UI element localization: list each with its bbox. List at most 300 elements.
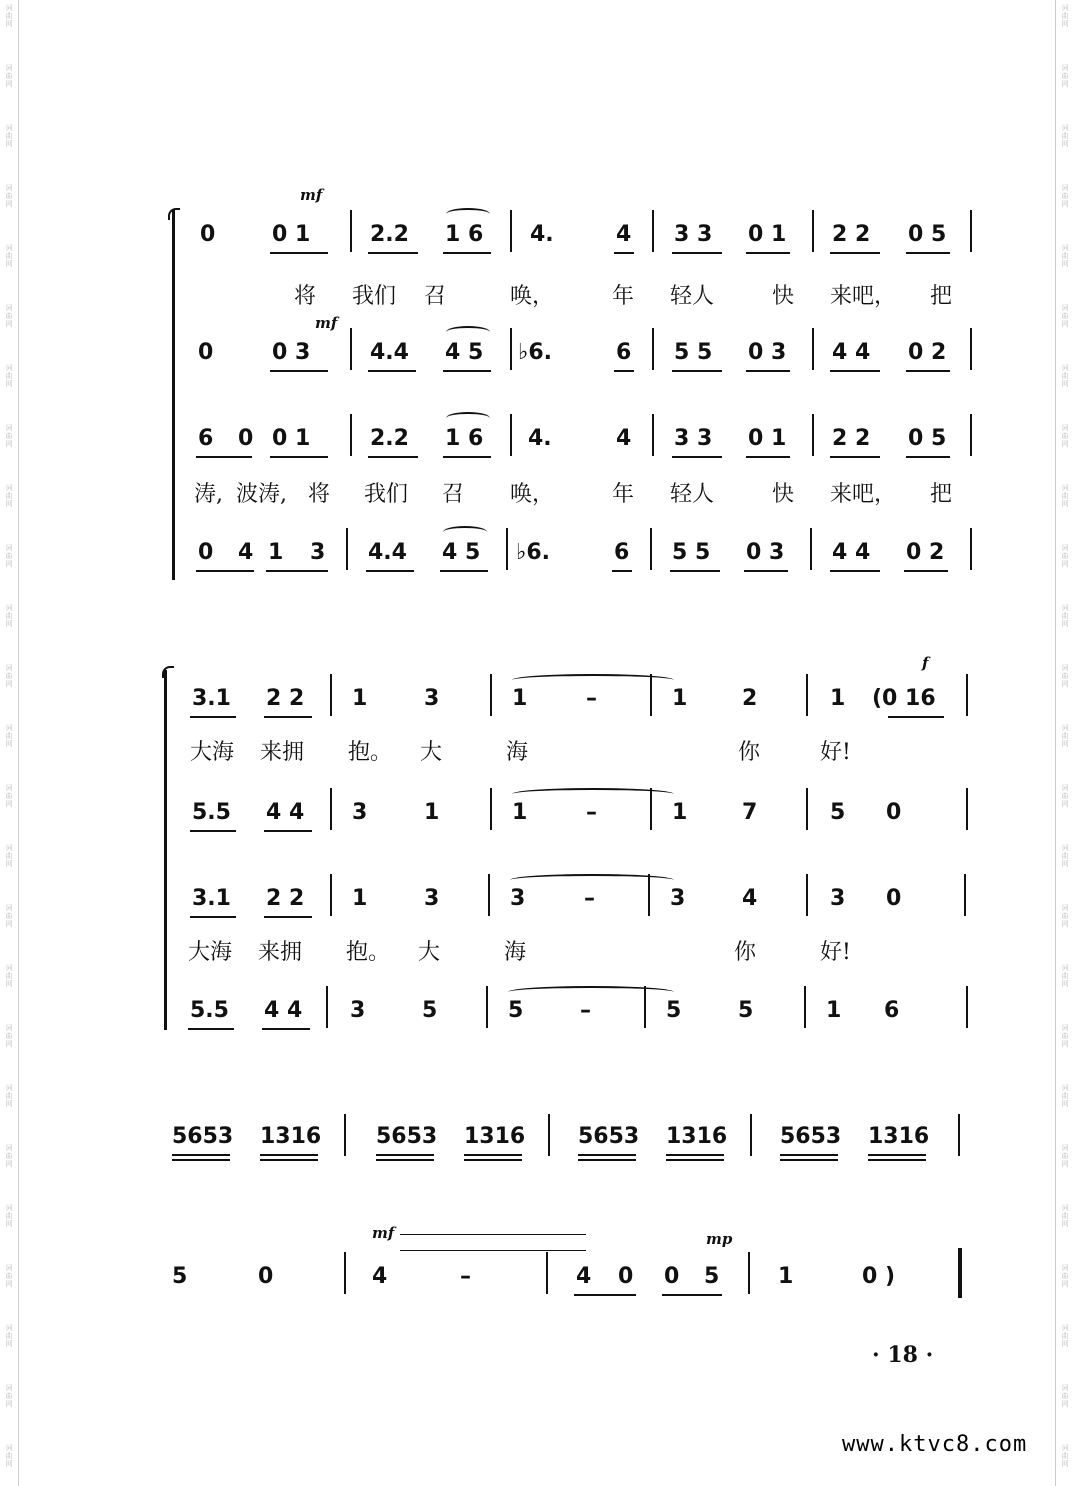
underline: [830, 370, 880, 372]
note: 5653: [780, 1124, 842, 1149]
note: 4.4: [368, 540, 407, 565]
note: 3.1: [192, 686, 231, 711]
note: 4.: [530, 222, 554, 247]
barline: [750, 1114, 752, 1156]
underline: [464, 1154, 522, 1156]
underline: [614, 370, 634, 372]
staff-row-4: [160, 540, 980, 580]
note: 2 2: [266, 686, 305, 711]
note: –: [460, 1264, 471, 1289]
lyric: 海: [504, 940, 527, 965]
note: 0: [258, 1264, 274, 1289]
note: 0 1: [272, 222, 311, 247]
note: 3: [352, 800, 368, 825]
note: 1 6: [445, 426, 484, 451]
margin-watermark: 词 曲 网: [1061, 424, 1069, 448]
note: 4 4: [264, 998, 303, 1023]
note: 3.1: [192, 886, 231, 911]
note: 1: [826, 998, 842, 1023]
underline: [672, 370, 722, 372]
barline: [806, 674, 808, 716]
note: 2 2: [832, 222, 871, 247]
note: 1 6: [445, 222, 484, 247]
margin-watermark: 词 曲 网: [1061, 844, 1069, 868]
lyric: 召: [442, 482, 465, 507]
score-system-3: [160, 1120, 980, 1190]
note: –: [580, 998, 591, 1023]
lyric: 涛,: [194, 482, 223, 507]
note: 5 5: [674, 340, 713, 365]
note: 3 3: [674, 222, 713, 247]
lyric: 波涛,: [236, 482, 287, 507]
staff-row-1: [160, 1264, 980, 1304]
margin-watermark: 词 曲 网: [1061, 784, 1069, 808]
lyric-row-1: [160, 284, 980, 324]
underline: [190, 716, 236, 718]
note: 1: [352, 686, 368, 711]
underline: [443, 252, 491, 254]
barline: [650, 674, 652, 716]
barline: [966, 788, 968, 830]
note: 3 3: [674, 426, 713, 451]
system-brace: [172, 210, 175, 580]
staff-row-4: [160, 998, 980, 1038]
barline: [650, 788, 652, 830]
note: 5653: [172, 1124, 234, 1149]
barline: [488, 874, 490, 916]
staff-row-2: [160, 800, 980, 840]
note: 2 2: [832, 426, 871, 451]
lyric: 来拥: [260, 740, 305, 765]
underline: [443, 456, 491, 458]
note: 0 3: [272, 340, 311, 365]
underline: [368, 252, 418, 254]
note: 4: [742, 886, 758, 911]
note: 0: [618, 1264, 634, 1289]
margin-watermark: 词 曲 网: [5, 64, 13, 88]
lyric-row-3: [160, 482, 980, 522]
lyric: 召: [424, 284, 447, 309]
barline: [344, 1114, 346, 1156]
underline: [260, 1159, 318, 1161]
note: 0 5: [908, 426, 947, 451]
margin-watermark: 词 曲 网: [5, 1024, 13, 1048]
margin-watermark: 词 曲 网: [5, 304, 13, 328]
note: 3: [670, 886, 686, 911]
margin-watermark: 词 曲 网: [5, 1204, 13, 1228]
underline: [172, 1154, 230, 1156]
underline: [904, 570, 948, 572]
barline: [326, 986, 328, 1028]
lyric: 我们: [352, 284, 397, 309]
note: ♭6.: [518, 340, 553, 365]
margin-watermark: 词 曲 网: [5, 1144, 13, 1168]
note: 1: [424, 800, 440, 825]
lyric: 你: [738, 740, 761, 765]
underline: [270, 370, 328, 372]
note: 6: [616, 340, 632, 365]
note: 7: [742, 800, 758, 825]
note: 5: [738, 998, 754, 1023]
margin-watermark: 词 曲 网: [1061, 1324, 1069, 1348]
note: 3: [830, 886, 846, 911]
note: 0 2: [908, 340, 947, 365]
barline: [652, 328, 654, 370]
underline: [666, 1159, 724, 1161]
note: 4: [616, 426, 632, 451]
lyric: 将: [308, 482, 331, 507]
margin-watermark: 词 曲 网: [5, 784, 13, 808]
underline: [260, 1154, 318, 1156]
underline: [172, 1159, 230, 1161]
underline: [578, 1159, 636, 1161]
underline: [744, 570, 788, 572]
note: 0: [664, 1264, 680, 1289]
brace-cap: [168, 208, 180, 220]
barline: [648, 874, 650, 916]
lyric: 把: [930, 284, 953, 309]
underline: [464, 1159, 522, 1161]
underline: [830, 570, 880, 572]
barline: [490, 674, 492, 716]
underline: [672, 252, 722, 254]
barline: [486, 986, 488, 1028]
note: 0 1: [748, 222, 787, 247]
underline: [906, 456, 950, 458]
underline: [443, 370, 491, 372]
lyric: 好!: [820, 940, 851, 965]
barline: [506, 528, 508, 570]
note: 4 5: [442, 540, 481, 565]
margin-watermark: 词 曲 网: [5, 1384, 13, 1408]
lyric: 抱。: [346, 940, 391, 965]
margin-watermark: 词 曲 网: [5, 1264, 13, 1288]
underline: [376, 1154, 434, 1156]
lyric: 大: [418, 940, 441, 965]
note: 0: [198, 340, 214, 365]
underline: [868, 1159, 926, 1161]
note: 5: [704, 1264, 720, 1289]
underline: [578, 1154, 636, 1156]
margin-watermark: 词 曲 网: [1061, 724, 1069, 748]
margin-watermark: 词 曲 网: [5, 244, 13, 268]
note: 3: [510, 886, 526, 911]
note: –: [586, 686, 597, 711]
page-number: · 18 ·: [872, 1342, 934, 1368]
margin-watermark: 词 曲 网: [5, 1444, 13, 1468]
barline: [546, 1252, 548, 1294]
staff-row-3: [160, 886, 980, 926]
margin-watermark: 词 曲 网: [5, 1084, 13, 1108]
note: 0 3: [746, 540, 785, 565]
note: 0 3: [748, 340, 787, 365]
underline: [262, 1028, 310, 1030]
barline: [812, 328, 814, 370]
dynamic-f: f: [922, 654, 929, 672]
underline: [264, 916, 312, 918]
note: 0 2: [906, 540, 945, 565]
note: 1316: [666, 1124, 728, 1149]
note: 1316: [260, 1124, 322, 1149]
barline: [330, 788, 332, 830]
note: 3: [310, 540, 326, 565]
underline: [368, 456, 418, 458]
margin-watermark: 词 曲 网: [1061, 1084, 1069, 1108]
dynamic-mf: mf: [315, 314, 338, 332]
note: 4: [372, 1264, 388, 1289]
underline: [780, 1154, 838, 1156]
barline: [804, 986, 806, 1028]
note: 2.2: [370, 426, 409, 451]
margin-watermark: 词 曲 网: [1061, 1384, 1069, 1408]
underline: [666, 1154, 724, 1156]
barline: [510, 210, 512, 252]
note: 4: [576, 1264, 592, 1289]
note: 3: [424, 886, 440, 911]
margin-watermark: 词 曲 网: [1061, 1264, 1069, 1288]
underline: [830, 252, 880, 254]
lyric: 大: [420, 740, 443, 765]
underline: [266, 570, 328, 572]
note: 0 1: [272, 426, 311, 451]
note: 0: [238, 426, 254, 451]
underline: [190, 916, 236, 918]
note: 4.: [528, 426, 552, 451]
dynamic-mf: mf: [372, 1224, 395, 1242]
margin-watermark: 词 曲 网: [5, 544, 13, 568]
note: 3: [424, 686, 440, 711]
underline: [196, 570, 254, 572]
barline: [970, 528, 972, 570]
margin-watermark: 词 曲 网: [5, 904, 13, 928]
margin-watermark: 词 曲 网: [1061, 184, 1069, 208]
note: 0: [886, 886, 902, 911]
margin-watermark: 词 曲 网: [5, 964, 13, 988]
margin-watermark: 词 曲 网: [1061, 364, 1069, 388]
barline: [748, 1252, 750, 1294]
note: 6: [198, 426, 214, 451]
lyric: 把: [930, 482, 953, 507]
note: 6: [884, 998, 900, 1023]
margin-watermark: 词 曲 网: [1061, 544, 1069, 568]
note: 4 4: [266, 800, 305, 825]
underline: [270, 252, 328, 254]
margin-watermark: 词 曲 网: [1061, 964, 1069, 988]
margin-watermark: 词 曲 网: [1061, 304, 1069, 328]
lyric: 年: [612, 284, 635, 309]
slur: [446, 208, 490, 220]
crescendo-hairpin: [400, 1250, 586, 1251]
barline: [970, 414, 972, 456]
underline: [906, 370, 950, 372]
note: 1: [672, 686, 688, 711]
margin-watermark: 词 曲 网: [5, 4, 13, 28]
note: 5: [830, 800, 846, 825]
barline: [330, 874, 332, 916]
slur: [508, 986, 674, 998]
lyric: 来吧，: [830, 284, 897, 309]
lyric: 来拥: [258, 940, 303, 965]
note: 1: [778, 1264, 794, 1289]
staff-row-1: [160, 222, 980, 262]
margin-watermark: 词 曲 网: [1061, 664, 1069, 688]
note: 5.5: [190, 998, 229, 1023]
underline: [746, 252, 790, 254]
barline: [812, 414, 814, 456]
lyric: 轻人: [670, 284, 715, 309]
underline: [746, 456, 790, 458]
lyric: 海: [506, 740, 529, 765]
barline: [350, 210, 352, 252]
staff-row-1: [160, 686, 980, 726]
barline: [652, 210, 654, 252]
site-watermark: www.ktvc8.com: [842, 1432, 1028, 1457]
note: 1316: [868, 1124, 930, 1149]
lyric: 来吧，: [830, 482, 897, 507]
underline: [264, 716, 312, 718]
note: 4: [238, 540, 254, 565]
margin-watermark: 词 曲 网: [5, 664, 13, 688]
lyric: 轻人: [670, 482, 715, 507]
lyric: 快: [772, 284, 795, 309]
barline: [650, 528, 652, 570]
barline: [510, 328, 512, 370]
barline: [350, 414, 352, 456]
lyric: 我们: [364, 482, 409, 507]
note: 0 ): [862, 1264, 896, 1289]
note: 1: [512, 686, 528, 711]
underline: [670, 570, 720, 572]
barline: [344, 1252, 346, 1294]
note: 5: [666, 998, 682, 1023]
barline: [548, 1114, 550, 1156]
final-barline: [958, 1248, 962, 1298]
note: 4: [616, 222, 632, 247]
lyric: 大海: [188, 940, 233, 965]
crescendo-hairpin: [400, 1234, 586, 1235]
note: 5: [172, 1264, 188, 1289]
underline: [366, 570, 414, 572]
margin-watermark: 词 曲 网: [1061, 124, 1069, 148]
margin-watermark: 词 曲 网: [5, 1324, 13, 1348]
dynamic-mp: mp: [706, 1230, 733, 1248]
note: –: [584, 886, 595, 911]
barline: [806, 788, 808, 830]
staff-row-3: [160, 426, 980, 466]
margin-watermark: 词 曲 网: [1061, 1204, 1069, 1228]
margin-watermark: 词 曲 网: [1061, 244, 1069, 268]
note: 2 2: [266, 886, 305, 911]
underline: [614, 252, 634, 254]
barline: [970, 328, 972, 370]
margin-watermark: 词 曲 网: [1061, 1144, 1069, 1168]
note: 3: [350, 998, 366, 1023]
margin-watermark: 词 曲 网: [5, 184, 13, 208]
margin-watermark: 词 曲 网: [5, 424, 13, 448]
underline: [612, 570, 632, 572]
score-system-4: [160, 1224, 980, 1320]
lyric-row-3: [160, 940, 980, 980]
lyric: 你: [734, 940, 757, 965]
margin-watermark: 词 曲 网: [5, 604, 13, 628]
note: 4.4: [370, 340, 409, 365]
lyric: 好!: [820, 740, 851, 765]
underline: [196, 456, 252, 458]
lyric: 唤，: [510, 284, 555, 309]
note: 1: [672, 800, 688, 825]
slur: [443, 526, 487, 538]
underline: [574, 1294, 636, 1296]
note: 1: [352, 886, 368, 911]
note: 5.5: [192, 800, 231, 825]
margin-watermark: 词 曲 网: [1061, 1444, 1069, 1468]
note: 1: [830, 686, 846, 711]
barline: [810, 528, 812, 570]
note: –: [586, 800, 597, 825]
barline: [644, 986, 646, 1028]
underline: [376, 1159, 434, 1161]
note: ♭6.: [516, 540, 551, 565]
note: 2.2: [370, 222, 409, 247]
margin-watermark: 词 曲 网: [1061, 904, 1069, 928]
note: 0: [198, 540, 214, 565]
note: 5653: [376, 1124, 438, 1149]
note: 0: [886, 800, 902, 825]
score-system-1: [160, 186, 980, 590]
underline: [368, 370, 416, 372]
underline: [780, 1159, 838, 1161]
note: 0 1: [748, 426, 787, 451]
barline: [346, 528, 348, 570]
note: 5653: [578, 1124, 640, 1149]
lyric: 抱。: [348, 740, 393, 765]
note: 5 5: [672, 540, 711, 565]
score-system-2: [160, 654, 980, 1040]
slur: [446, 326, 490, 338]
staff-row-1: [160, 1124, 980, 1164]
note: 1: [512, 800, 528, 825]
underline: [888, 716, 944, 718]
barline: [350, 328, 352, 370]
underline: [830, 456, 880, 458]
lyric: 大海: [190, 740, 235, 765]
margin-watermark: 词 曲 网: [5, 124, 13, 148]
underline: [746, 370, 790, 372]
lyric: 将: [294, 284, 317, 309]
note: 6: [614, 540, 630, 565]
margin-watermark: 词 曲 网: [5, 724, 13, 748]
note: 0: [200, 222, 216, 247]
barline: [330, 674, 332, 716]
margin-watermark: 词 曲 网: [5, 364, 13, 388]
barline: [510, 414, 512, 456]
lyric-row-1: [160, 740, 980, 780]
note: (0 16: [872, 686, 936, 711]
note: 4 5: [445, 340, 484, 365]
margin-watermark: 词 曲 网: [5, 484, 13, 508]
underline: [188, 1028, 234, 1030]
note: 4 4: [832, 340, 871, 365]
barline: [964, 874, 966, 916]
lyric: 年: [612, 482, 635, 507]
note: 2: [742, 686, 758, 711]
margin-watermark: 词 曲 网: [5, 844, 13, 868]
note: 1: [268, 540, 284, 565]
underline: [662, 1294, 722, 1296]
margin-watermark: 词 曲 网: [1061, 1024, 1069, 1048]
underline: [672, 456, 722, 458]
margin-watermark: 词 曲 网: [1061, 64, 1069, 88]
